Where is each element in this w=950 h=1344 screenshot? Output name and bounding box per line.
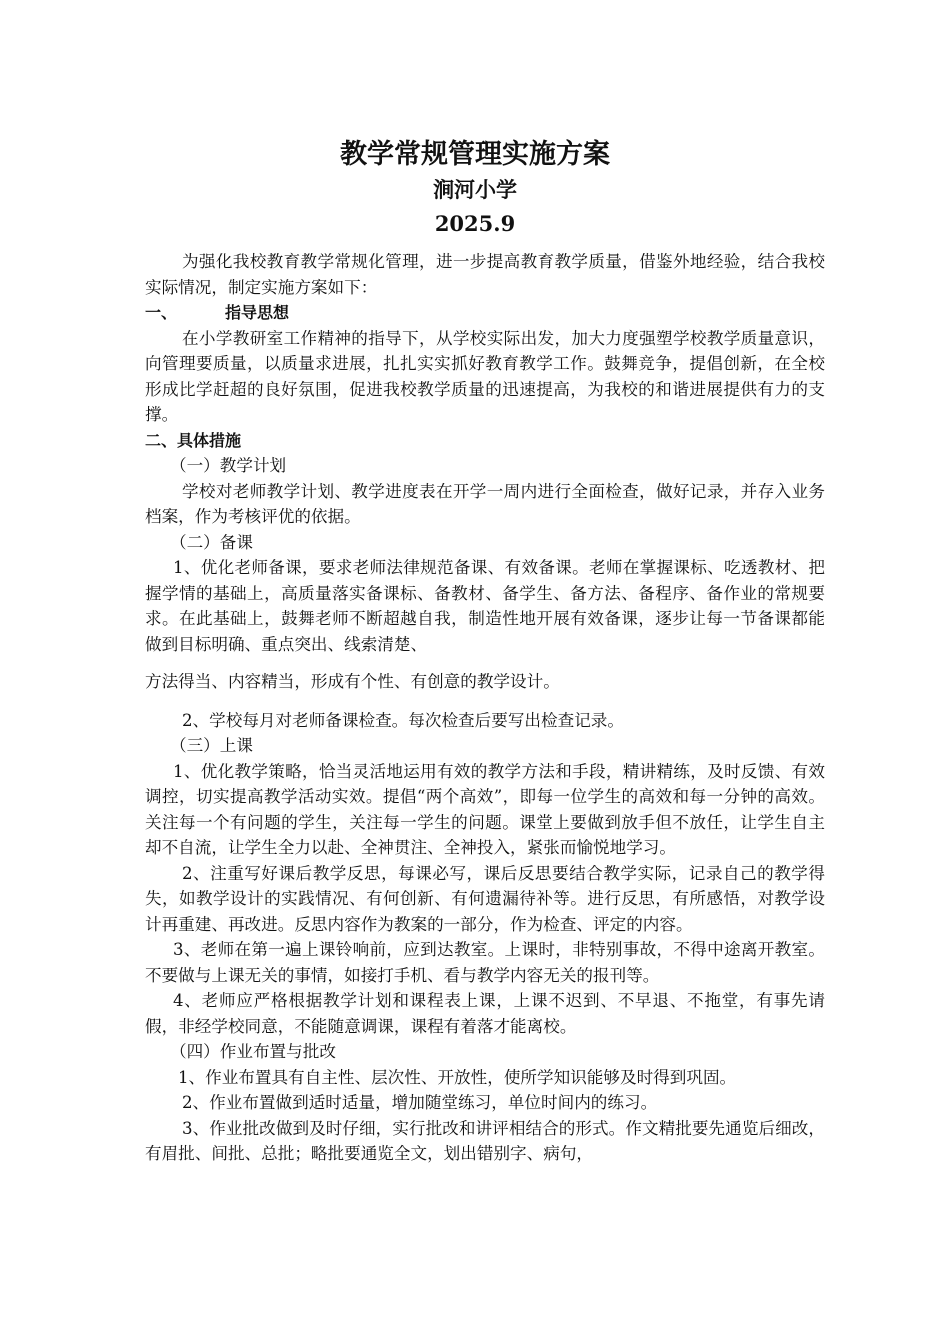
school-name: 涧河小学 bbox=[433, 178, 517, 202]
subsection-heading-homework: （四）作业布置与批改 bbox=[170, 1042, 336, 1061]
class-paragraph-2: 2、注重写好课后教学反思，每课必写，课后反思要结合教学实际，记录自己的教学得失，如教学设计的实践情况、有何创新、有何遗漏待补等。进行反思，有所感悟，对教学设计再重建、再改进。反思内容作为教案的一部分，作为检查、评定的内容。 bbox=[145, 863, 825, 934]
section-heading-2: 二、具体措施 bbox=[145, 430, 242, 450]
prep-paragraph-1: 1、优化老师备课，要求老师法律规范备课、有效备课。老师在掌握课标、吃透教材、把握学情的基础上，高质量落实备课标、备教材、备学生、备方法、备程序、备作业的常规要求。在此基础上，鼓舞老师不断超越自我，制造性地开展有效备课，逐步让每一节备课都能做到目标明确、重点突出、线索清楚、 bbox=[145, 558, 825, 654]
plan-paragraph: 学校对老师教学计划、教学进度表在开学一周内进行全面检查，做好记录，并存入业务档案，作为考核评优的依据。 bbox=[145, 481, 825, 526]
subsection-heading-class: （三）上课 bbox=[170, 736, 253, 755]
section-heading-1 bbox=[145, 300, 825, 326]
class-paragraph-1: 1、优化教学策略，恰当灵活地运用有效的教学方法和手段，精讲精练，及时反馈、有效调控，切实提高教学活动实效。提倡“两个高效”，即每一位学生的高效和每一分钟的高效。关注每一个有问题的学生，关注每一学生的问题。课堂上要做到放手但不放任，让学生自主却不自流，让学生全力以赴、全神贯注、全神投入，紧张而愉悦地学习。 bbox=[145, 761, 825, 857]
homework-paragraph-3: 3、作业批改做到及时仔细，实行批改和讲评相结合的形式。作文精批要先通览后细改，有眉批、间批、总批；略批要通览全文，划出错别字、病句， bbox=[145, 1118, 825, 1163]
section-title: 指导思想 bbox=[225, 303, 290, 322]
subsection-heading-prep: （二）备课 bbox=[170, 532, 253, 552]
document-date: 2025.9 bbox=[434, 211, 516, 236]
document-title: 教学常规管理实施方案 bbox=[340, 139, 610, 170]
subsection-heading-plan: （一）教学计划 bbox=[170, 456, 287, 475]
homework-paragraph-2: 2、作业布置做到适时适量，增加随堂练习，单位时间内的练习。 bbox=[182, 1093, 658, 1112]
prep-paragraph-2: 2、学校每月对老师备课检查。每次检查后要写出检查记录。 bbox=[182, 710, 624, 730]
intro-paragraph: 为强化我校教育教学常规化管理，进一步提高教育教学质量，借鉴外地经验，结合我校实际情况，制定实施方案如下： bbox=[145, 252, 825, 297]
class-paragraph-3: 3、老师在第一遍上课铃响前，应到达教室。上课时，非特别事故，不得中途离开教室。不要做与上课无关的事情，如接打手机、看与教学内容无关的报刊等。 bbox=[145, 940, 825, 985]
section-number: 一、 bbox=[145, 303, 178, 322]
document-body bbox=[145, 249, 825, 1167]
homework-paragraph-1: 1、作业布置具有自主性、层次性、开放性，使所学知识能够及时得到巩固。 bbox=[178, 1067, 737, 1087]
class-paragraph-4: 4、老师应严格根据教学计划和课程表上课，上课不迟到、不早退、不拖堂，有事先请假，非经学校同意，不能随意调课，课程有着落才能离校。 bbox=[145, 991, 825, 1036]
prep-paragraph-1-cont: 方法得当、内容精当，形成有个性、有创意的教学设计。 bbox=[145, 672, 560, 691]
guiding-ideology-paragraph: 在小学教研室工作精神的指导下，从学校实际出发，加大力度强塑学校教学质量意识，向管理要质量，以质量求进展，扎扎实实抓好教育教学工作。鼓舞竞争，提倡创新，在全校形成比学赶超的良好氛围，促进我校教学质量的迅速提高，为我校的和谐进展提供有力的支撑。 bbox=[145, 328, 825, 424]
